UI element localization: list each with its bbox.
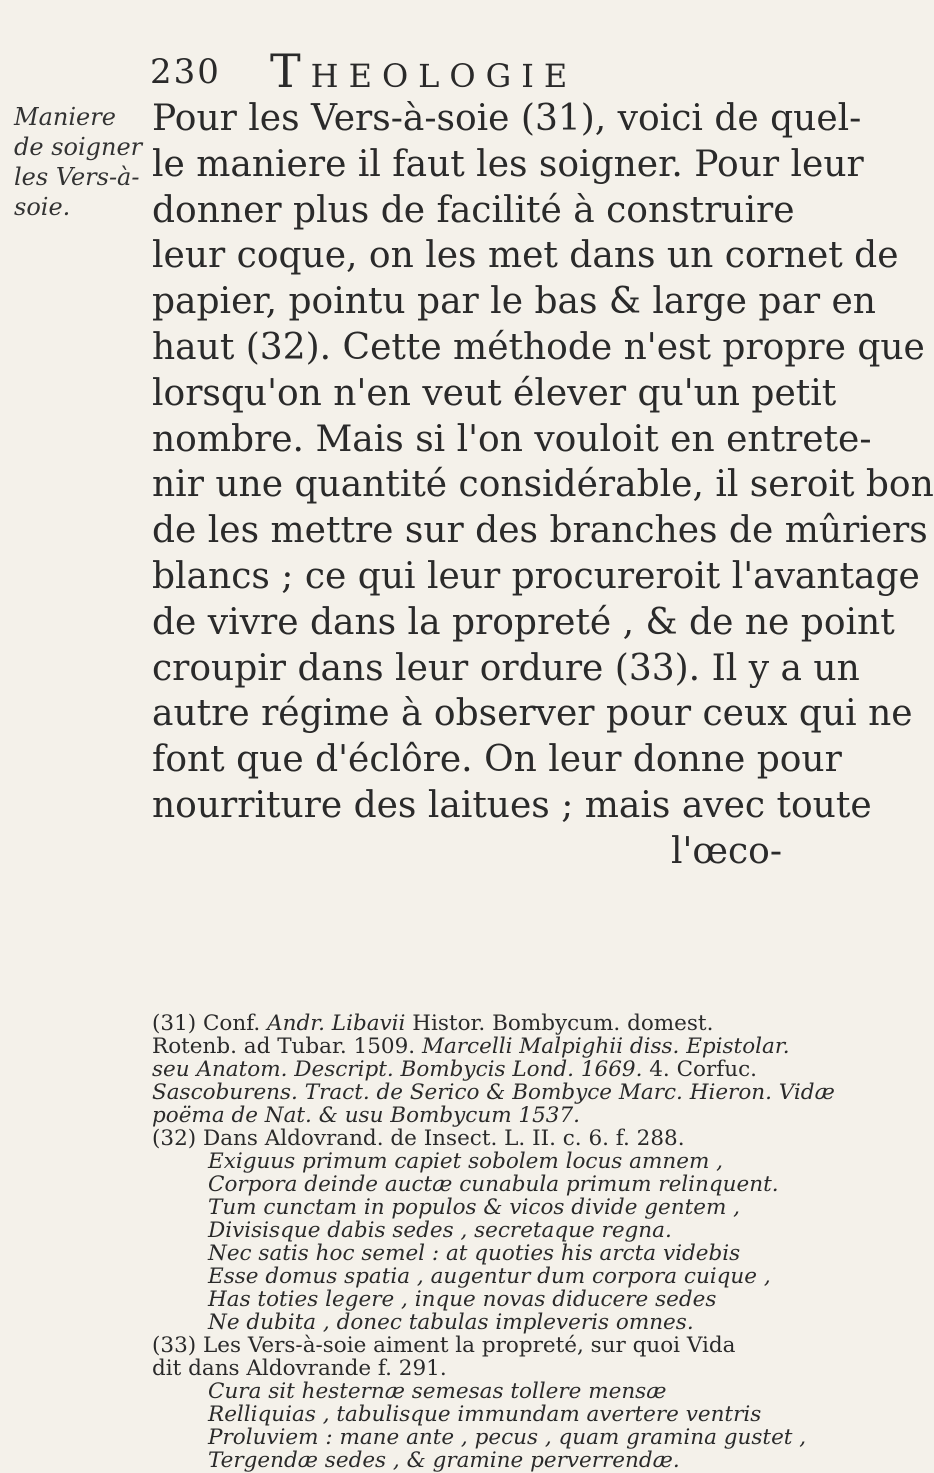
margin-note-line: Maniere (14, 103, 116, 131)
footnotes (152, 1011, 835, 1473)
text-line: de les mettre sur des branches de mûriers (152, 510, 928, 552)
margin-note (14, 102, 143, 222)
verse-line: Tum cunctam in populos & vicos divide gentem , (208, 1195, 741, 1220)
verse-line: Nec satis hoc semel : at quoties his arcta videbis (208, 1241, 741, 1266)
verse-line: Exiguus primum capiet sobolem locus amnem , (208, 1149, 724, 1174)
text-line: papier, pointu par le bas & large par en (152, 281, 876, 323)
margin-note-line: soie. (14, 193, 71, 221)
verse-line: Corpora deinde auctæ cunabula primum relinquent. (208, 1172, 779, 1197)
footnote-33-intro: (33) Les Vers-à-soie aiment la propreté, sur quoi Vida (152, 1333, 736, 1358)
verse-line: Tergendæ sedes , & gramine perverrendæ. (208, 1448, 680, 1473)
text-line: nourriture des laitues ; mais avec toute (152, 784, 872, 826)
footnote-33-intro: dit dans Aldovrande f. 291. (152, 1356, 447, 1381)
page-header (150, 44, 710, 96)
text-line: leur coque, on les met dans un cornet de (152, 235, 899, 277)
verse-line: Esse domus spatia , augentur dum corpora cuique , (208, 1264, 771, 1289)
verse-line: Proluviem : mane ante , pecus , quam gramina gustet , (208, 1425, 807, 1450)
footnote-31-line: Sascoburens. Tract. de Serico & Bombyce Marc. Hieron. Vidæ (152, 1080, 835, 1105)
footnote-31-line: poëma de Nat. & usu Bombycum 1537. (152, 1103, 580, 1128)
catchword: l'œco- (670, 830, 782, 872)
verse-line: Divisisque dabis sedes , secretaque regna. (208, 1218, 672, 1243)
text-line: nir une quantité considérable, il seroit bon (152, 464, 934, 506)
verse-line: Relliquias , tabulisque immundam avertere ventris (208, 1402, 762, 1427)
text-line: donner plus de facilité à construire (152, 189, 795, 231)
text-line: blancs ; ce qui leur procureroit l'avantage (152, 555, 920, 597)
page-number: 230 (150, 52, 221, 92)
verse-line: Cura sit hesternæ semesas tollere mensæ (208, 1379, 667, 1404)
running-title: Theologie (270, 44, 578, 98)
text-line: Pour les Vers-à-soie (31), voici de quel- (152, 98, 862, 139)
footnote-32-intro: (32) Dans Aldovrand. de Insect. L. II. c. 6. f. 288. (152, 1126, 685, 1151)
text-line: nombre. Mais si l'on vouloit en entrete- (152, 418, 872, 460)
footnote-31-line: Rotenb. ad Tubar. 1509. Marcelli Malpighii diss. Epistolar. (152, 1034, 790, 1059)
text-line: autre régime à observer pour ceux qui ne (152, 693, 913, 735)
text-line: font que d'éclôre. On leur donne pour (152, 739, 842, 781)
margin-note-line: de soigner (14, 133, 143, 161)
footnote-31-line: (31) Conf. Andr. Libavii Histor. Bombycum. domest. (152, 1011, 714, 1036)
text-line: de vivre dans la propreté , & de ne point (152, 601, 895, 643)
main-text (152, 96, 934, 875)
footnote-31-line: seu Anatom. Descript. Bombycis Lond. 1669. 4. Corfuc. (152, 1057, 757, 1082)
text-line: haut (32). Cette méthode n'est propre que (152, 326, 925, 368)
verse-line: Ne dubita , donec tabulas impleveris omnes. (208, 1310, 694, 1335)
text-line: croupir dans leur ordure (33). Il y a un (152, 647, 860, 689)
verse-line: Has toties legere , inque novas diducere sedes (208, 1287, 717, 1312)
text-line: lorsqu'on n'en veut élever qu'un petit (152, 372, 837, 414)
margin-note-line: les Vers-à- (14, 163, 140, 191)
text-line: le maniere il faut les soigner. Pour leur (152, 143, 864, 185)
